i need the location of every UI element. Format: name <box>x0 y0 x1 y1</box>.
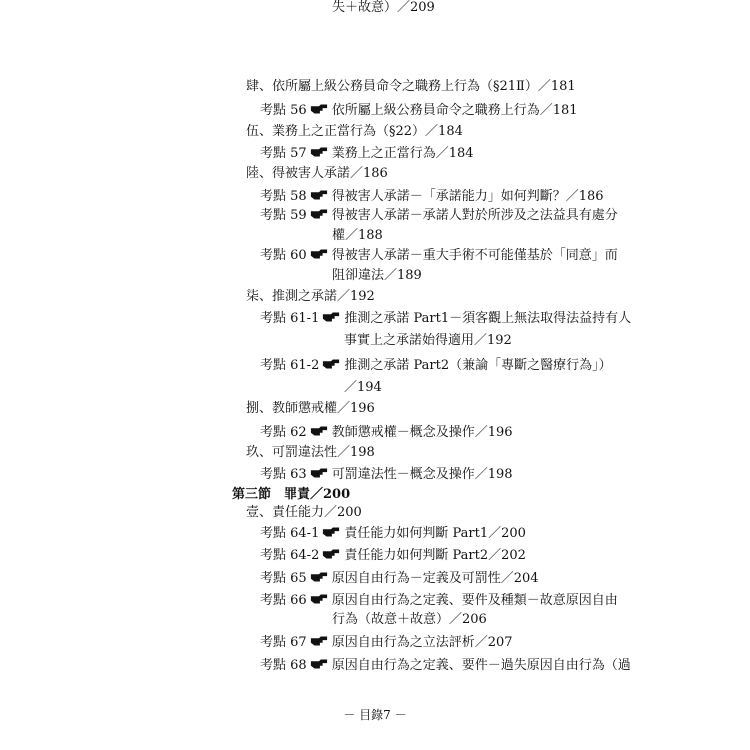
kaodian-title: 教師懲戒權－概念及操作／196 <box>331 425 513 440</box>
kaodian-entry <box>260 207 618 224</box>
pointing-hand-icon <box>310 188 328 202</box>
kaodian-title: 推測之承諾 Part1－須客觀上無法取得法益持有人 <box>344 311 632 326</box>
toc-heading: 捌、教師懲戒權／196 <box>246 401 375 416</box>
kaodian-title: 得被害人承諾－「承諾能力」如何判斷？／186 <box>331 189 604 204</box>
kaodian-title-cont: ／194 <box>344 380 382 395</box>
kaodian-label: 考點 56 <box>260 103 307 118</box>
kaodian-entry <box>260 102 578 119</box>
pointing-hand-icon <box>310 102 328 116</box>
kaodian-title-cont: 事實上之承諾始得適用／192 <box>344 333 512 348</box>
kaodian-label: 考點 64-1 <box>260 526 320 541</box>
kaodian-title: 依所屬上級公務員命令之職務上行為／181 <box>331 103 578 118</box>
pointing-hand-icon <box>322 357 340 371</box>
kaodian-title: 推測之承諾 Part2（兼論「專斷之醫療行為」） <box>344 358 612 373</box>
kaodian-title: 得被害人承諾－重大手術不可能僅基於「同意」而 <box>331 248 618 263</box>
kaodian-entry <box>260 525 526 542</box>
pointing-hand-icon <box>310 657 328 671</box>
kaodian-entry <box>260 634 513 651</box>
kaodian-label: 考點 63 <box>260 467 307 482</box>
kaodian-label: 考點 59 <box>260 208 307 223</box>
toc-heading: 伍、業務上之正當行為（§22）／184 <box>246 124 463 139</box>
pointing-hand-icon <box>310 570 328 584</box>
kaodian-title: 原因自由行為－定義及可罰性／204 <box>331 571 539 586</box>
kaodian-title: 責任能力如何判斷 Part2／202 <box>344 548 526 563</box>
kaodian-entry <box>260 357 612 374</box>
kaodian-label: 考點 64-2 <box>260 548 320 563</box>
kaodian-entry <box>260 657 631 674</box>
kaodian-entry <box>260 145 474 162</box>
pointing-hand-icon <box>310 247 328 261</box>
pointing-hand-icon <box>322 310 340 324</box>
kaodian-label: 考點 57 <box>260 146 307 161</box>
pointing-hand-icon <box>310 145 328 159</box>
pointing-hand-icon <box>310 207 328 221</box>
kaodian-label: 考點 67 <box>260 635 307 650</box>
toc-heading: 柒、推測之承諾／192 <box>246 289 375 304</box>
pointing-hand-icon <box>310 634 328 648</box>
kaodian-label: 考點 61-1 <box>260 311 320 326</box>
pointing-hand-icon <box>310 592 328 606</box>
pointing-hand-icon <box>322 525 340 539</box>
kaodian-label: 考點 61-2 <box>260 358 320 373</box>
toc-heading: 壹、責任能力／200 <box>246 505 362 520</box>
kaodian-entry <box>260 188 604 205</box>
kaodian-entry <box>260 424 513 441</box>
kaodian-label: 考點 62 <box>260 425 307 440</box>
kaodian-title: 原因自由行為之定義、要件－過失原因自由行為（過 <box>331 658 631 673</box>
kaodian-title: 原因自由行為之定義、要件及種類－故意原因自由 <box>331 593 618 608</box>
kaodian-title-cont: 權／188 <box>332 228 383 243</box>
kaodian-entry <box>260 247 618 264</box>
kaodian-title-cont: 阻卻違法／189 <box>332 268 422 283</box>
kaodian-title: 責任能力如何判斷 Part1／200 <box>344 526 526 541</box>
kaodian-title-cont: 失＋故意）／209 <box>332 0 435 15</box>
kaodian-label: 考點 60 <box>260 248 307 263</box>
kaodian-entry <box>260 547 526 564</box>
kaodian-title: 得被害人承諾－承諾人對於所涉及之法益具有處分 <box>331 208 618 223</box>
kaodian-label: 考點 66 <box>260 593 307 608</box>
kaodian-title: 業務上之正當行為／184 <box>331 146 474 161</box>
kaodian-entry <box>260 592 618 609</box>
kaodian-label: 考點 58 <box>260 189 307 204</box>
kaodian-label: 考點 68 <box>260 658 307 673</box>
kaodian-label: 考點 65 <box>260 571 307 586</box>
toc-heading: 肆、依所屬上級公務員命令之職務上行為（§21Ⅱ）／181 <box>246 79 576 94</box>
page-footer: － 目錄7 － <box>343 708 407 722</box>
pointing-hand-icon <box>322 547 340 561</box>
kaodian-title-cont: 行為（故意＋故意）／206 <box>332 612 487 627</box>
pointing-hand-icon <box>310 424 328 438</box>
section-heading: 第三節 罪責／200 <box>232 487 351 502</box>
kaodian-title: 可罰違法性－概念及操作／198 <box>331 467 513 482</box>
kaodian-title: 原因自由行為之立法評析／207 <box>331 635 513 650</box>
pointing-hand-icon <box>310 466 328 480</box>
toc-heading: 陸、得被害人承諾／186 <box>246 166 388 181</box>
kaodian-entry <box>260 466 513 483</box>
toc-heading: 玖、可罰違法性／198 <box>246 445 375 460</box>
kaodian-entry <box>260 570 539 587</box>
kaodian-entry <box>260 310 631 327</box>
